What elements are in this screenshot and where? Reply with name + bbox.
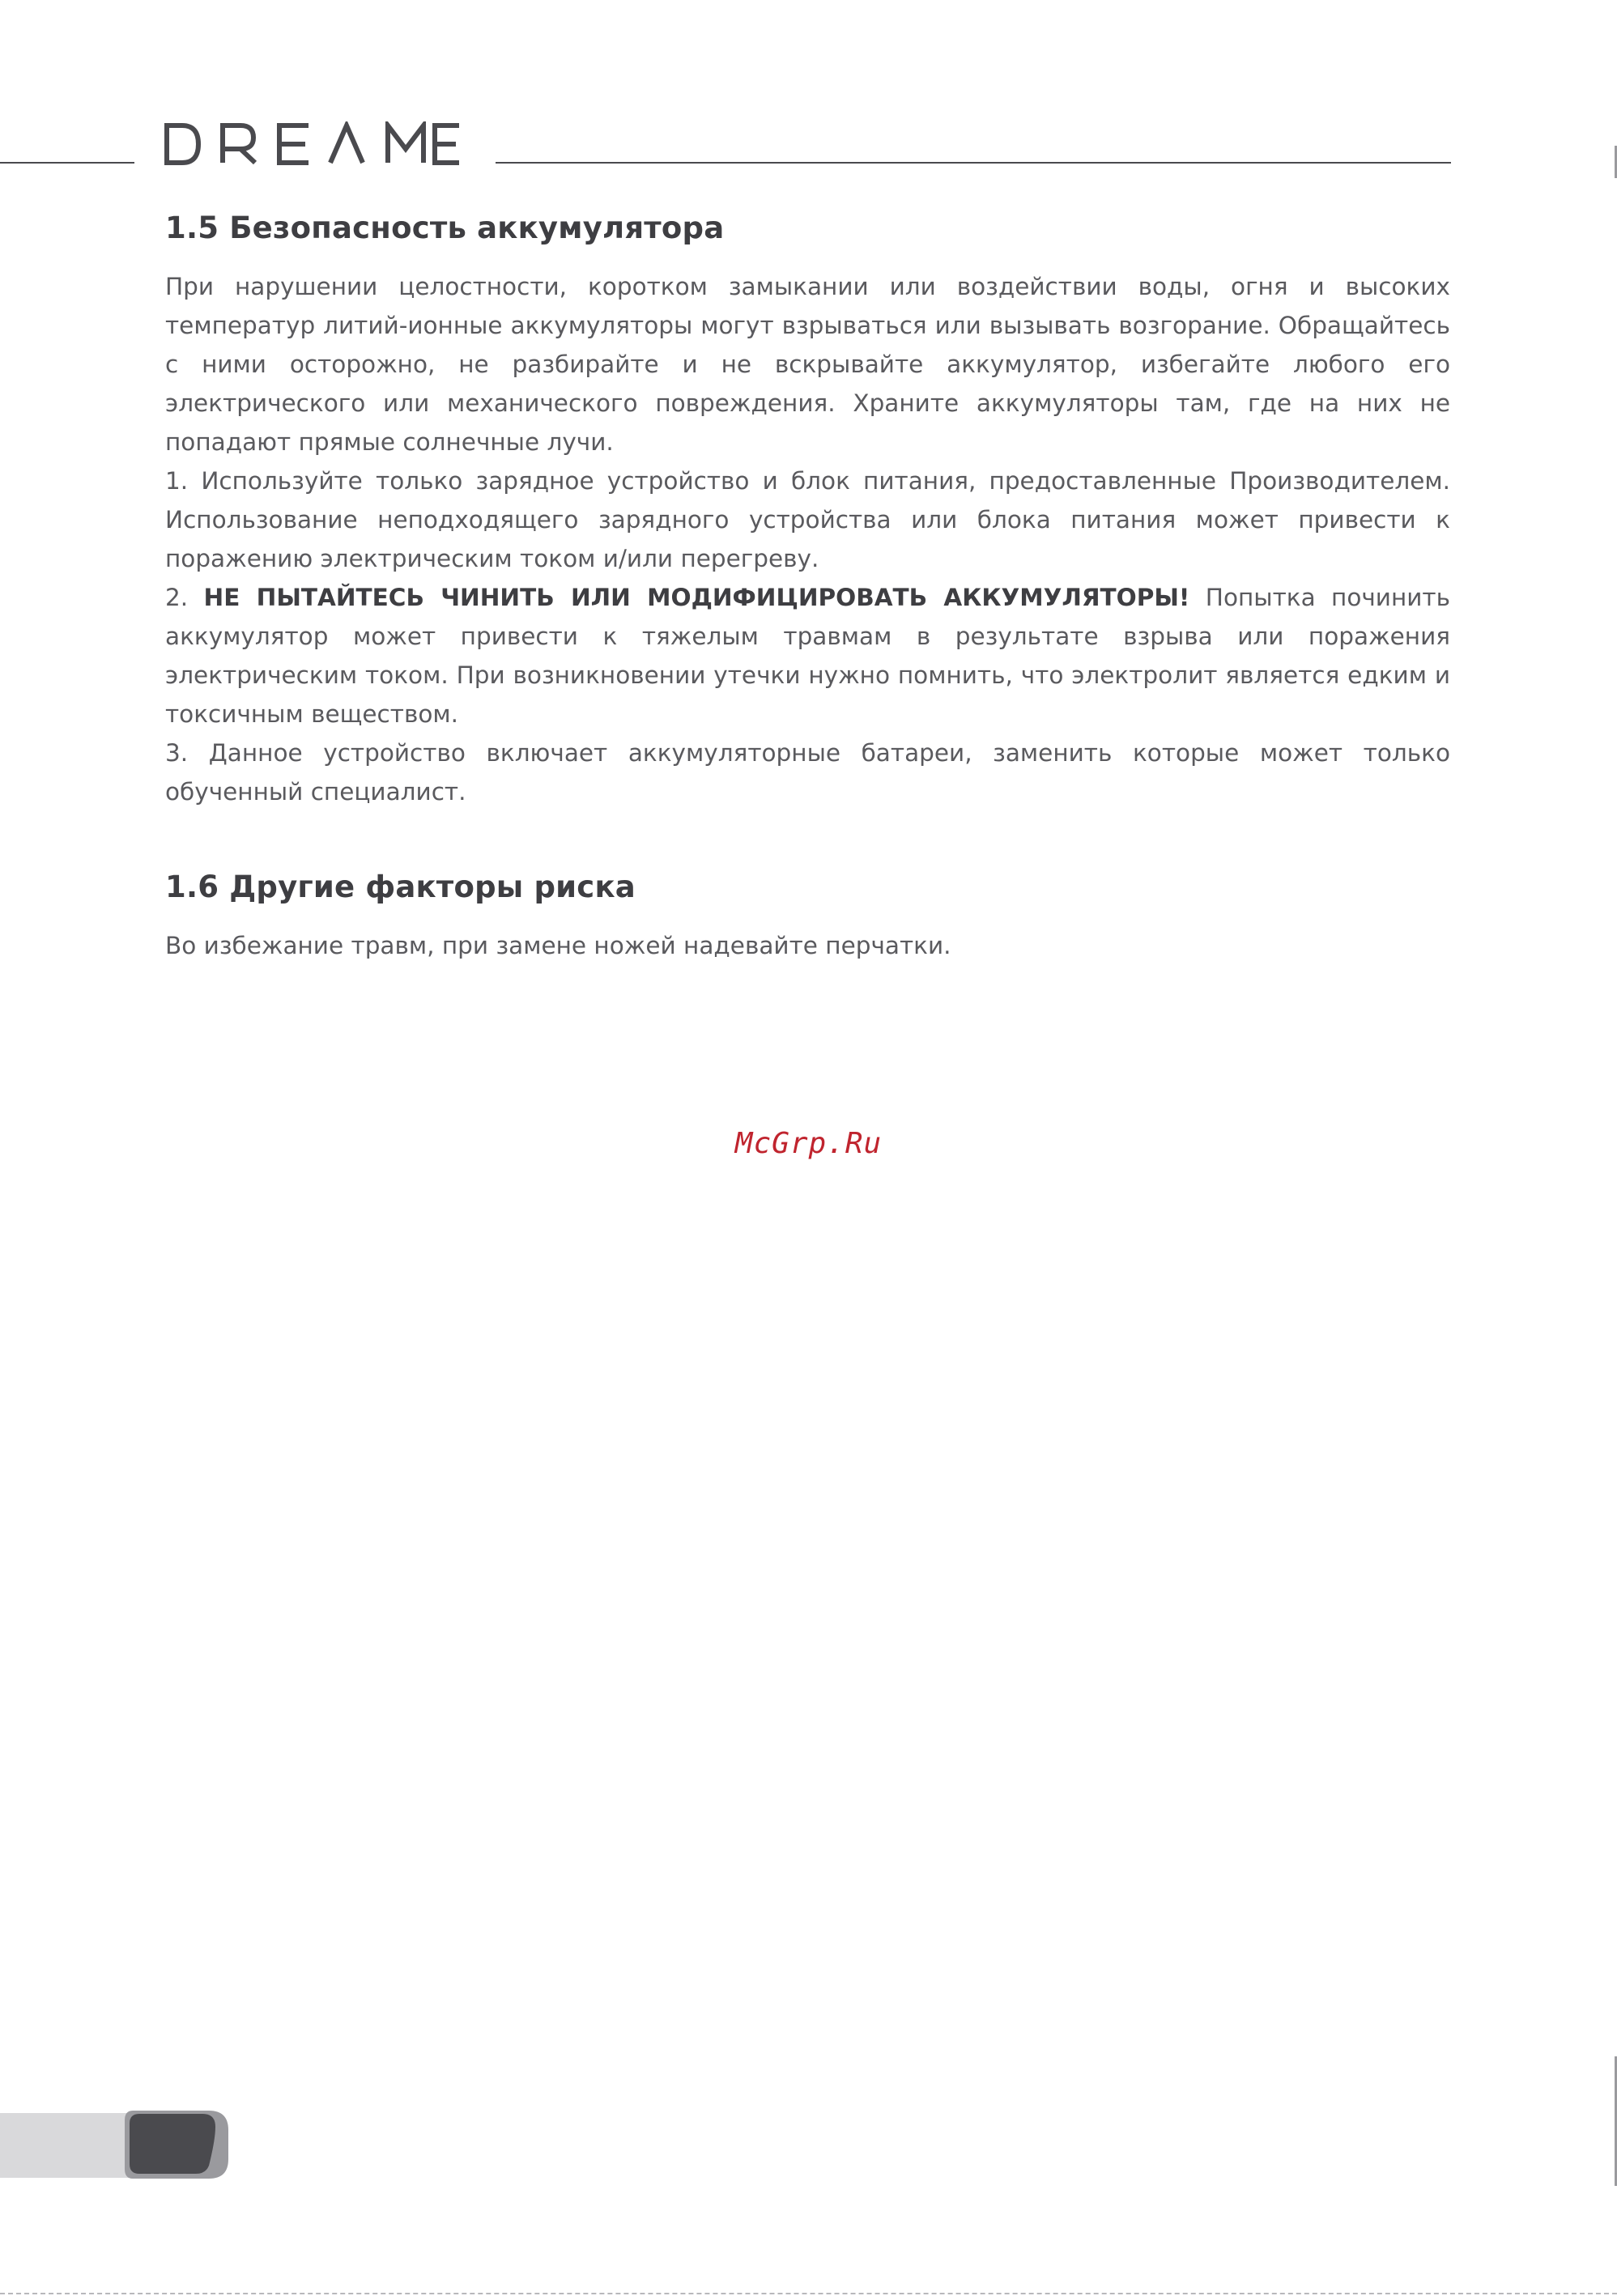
header-rule-left — [0, 162, 134, 164]
section-heading-1-5: 1.5 Безопасность аккумулятора — [165, 210, 725, 245]
section-heading-1-6: 1.6 Другие факторы риска — [165, 870, 636, 904]
page-tab-icon — [121, 2107, 232, 2182]
battery-safety-item-3: 3. Данное устройство включает аккумуляторные батареи, заменить которые может только обученный специалист. — [165, 739, 1450, 806]
page-tab-bar — [0, 2113, 130, 2178]
item-2-text: Попытка починить аккумулятор может привести к тяжелым травмам в результате взрыва или поражения электрическим током. При возникновении утечки нужно помнить, что электролит является едким и токсичным веществом. — [165, 584, 1450, 728]
page-bottom-border — [0, 2293, 1617, 2294]
battery-safety-intro: При нарушении целостности, коротком замыкании или воздействии воды, огня и высоких температур литий-ионные аккумуляторы могут взрываться или вызывать возгорание. Обращайтесь с ними осторожно, не разбирайте и не вскрывайте аккумулятор, избегайте любого его электрического или механического повреждения. Храните аккумуляторы там, где на них не попадают прямые солнечные лучи. — [165, 273, 1450, 456]
watermark: McGrp.Ru — [734, 1127, 883, 1160]
header-rule-right — [496, 162, 1451, 164]
battery-safety-item-2 — [165, 578, 1450, 733]
item-2-warning: НЕ ПЫТАЙТЕСЬ ЧИНИТЬ ИЛИ МОДИФИЦИРОВАТЬ АККУМУЛЯТОРЫ! — [203, 584, 1190, 611]
battery-safety-item-1: 1. Используйте только зарядное устройство и блок питания, предоставленные Производителем. Использование неподходящего зарядного устройства или блока питания может привести к поражению электрическим током и/или перегреву. — [165, 467, 1450, 572]
dreame-logo — [163, 121, 462, 167]
other-risks-text: Во избежание травм, при замене ножей надевайте перчатки. — [165, 932, 951, 959]
page-content — [165, 204, 1450, 965]
item-2-number: 2. — [165, 584, 204, 611]
